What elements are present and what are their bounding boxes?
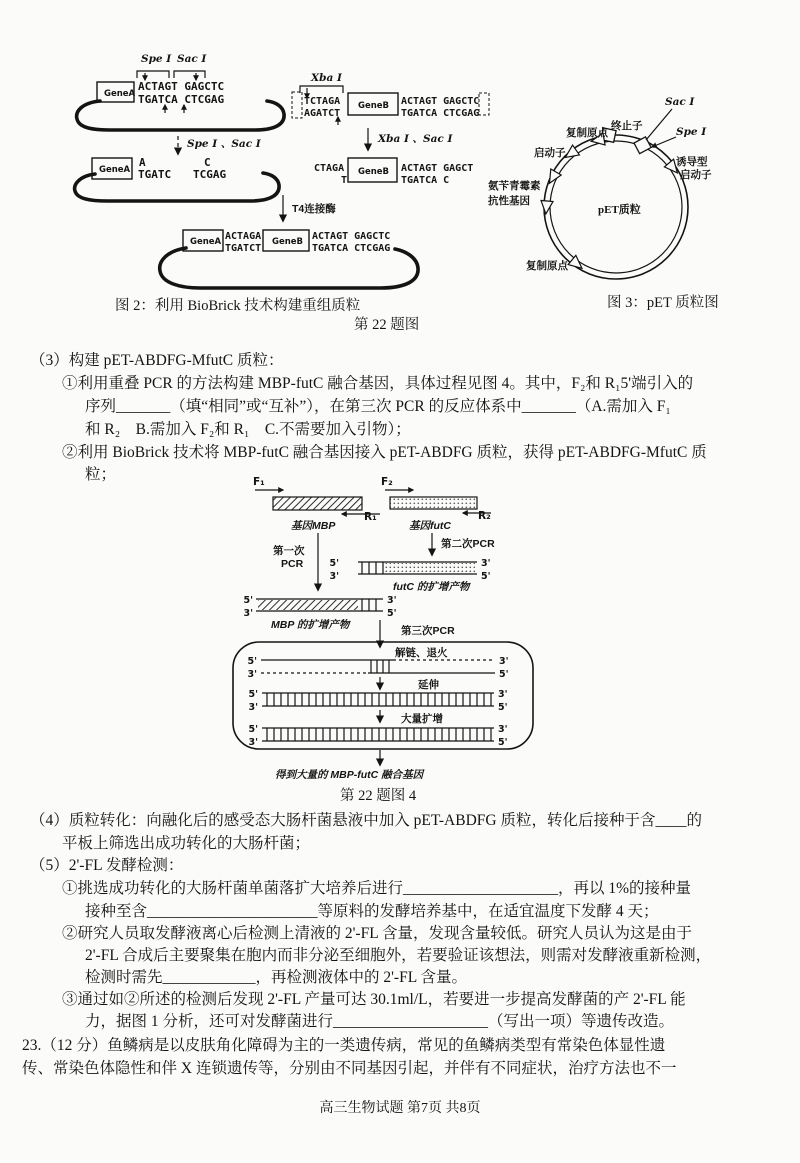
- svg-text:3': 3': [387, 595, 397, 606]
- svg-text:5': 5': [498, 737, 508, 748]
- q22-part5-line7: 力，据图 1 分析，还可对发酵菌进行____________________（写出一项）等遗传改造。: [85, 1013, 675, 1030]
- third-pcr-box: [233, 642, 533, 749]
- sac1-label: Sac I: [177, 53, 207, 65]
- figure2-biobrick-diagram: [55, 40, 495, 298]
- annealed-strands: [247, 656, 508, 680]
- q22-part4-line2: 平板上筛选出成功转化的大肠杆菌；: [62, 835, 311, 852]
- first-pcr-label-2: PCR: [281, 558, 304, 570]
- sac1-cut-bracket-icon: [174, 71, 205, 80]
- svg-text:3': 3': [498, 689, 508, 700]
- replication-origin-bottom-label: 复制原点: [526, 260, 568, 272]
- svg-text:3': 3': [499, 656, 509, 667]
- third-pcr-label: 第三次PCR: [401, 625, 455, 637]
- q23-line2: 传、常染色体隐性和伴 X 连锁遗传等，分别由不同基因引起，并伴有不同症状，治疗方法也不一: [22, 1060, 677, 1077]
- figure-group-caption: 第 22 题图: [354, 317, 420, 333]
- geneB-label: GeneB: [358, 101, 390, 111]
- q22-part5-line5: 检测时需先____________，再检测液体中的 2'-FL 含量。: [85, 969, 467, 986]
- svg-text:3': 3': [243, 608, 253, 619]
- plasmid1-seq-top: ACTAGT GAGCTC: [138, 80, 225, 93]
- q22-part5-line3: ②研究人员取发酵液离心后检测上清液的 2'-FL 含量，发现含量较低。研究人员认为这是由于: [62, 925, 692, 942]
- primer-f2-label: F₂: [381, 476, 393, 488]
- recomb-seq-bottom: TGATCA CTCGAG: [312, 243, 391, 254]
- sac1-label: Sac I: [665, 96, 695, 108]
- amplify-label: 大量扩增: [401, 713, 443, 725]
- replication-origin-top-label: 复制原点: [566, 127, 608, 139]
- denature-anneal-label: 解链、退火: [395, 647, 448, 659]
- svg-text:3': 3': [498, 724, 508, 735]
- promoter-label: 启动子: [534, 147, 566, 159]
- cut2-bottom: T: [341, 175, 348, 186]
- q22-part5-line6: ③通过如②所述的检测后发现 2'-FL 产量可达 30.1ml/L，若要进一步提高发酵菌的产 2'-FL 能: [62, 991, 686, 1008]
- svg-text:3': 3': [248, 737, 258, 748]
- geneA-label: GeneA: [190, 237, 222, 247]
- fragment-seq-top: ACTAGT GAGCTC: [401, 96, 480, 107]
- gene-futc-bar: [390, 497, 477, 509]
- inducible-promoter-label-2: 启动子: [680, 169, 712, 181]
- page-footer: 高三生物试题 第7页 共8页: [319, 1101, 481, 1116]
- q22-part4-line1: （4）质粒转化：向融化后的感受态大肠杆菌悬液中加入 pET-ABDFG 质粒，转化后接种于含____的: [30, 812, 702, 829]
- joint-seq-top: ACTAGA: [225, 231, 262, 242]
- svg-text:3': 3': [329, 571, 339, 582]
- svg-text:3': 3': [248, 702, 258, 713]
- cut-end-a: A: [139, 156, 146, 169]
- figure2-caption: 图 2：利用 BioBrick 技术构建重组质粒: [115, 298, 361, 314]
- q22-part3-line2: 序列_______（填“相同”或“互补”），在第三次 PCR 的反应体系中_______（A.需加入 F₁: [85, 398, 671, 415]
- svg-text:5': 5': [498, 702, 508, 713]
- q22-part3-line1: ①利用重叠 PCR 的方法构建 MBP-futC 融合基因，具体过程见图 4。其中，F₂和 R₁5'端引入的: [62, 375, 694, 392]
- ampicillin-resistance-label-1: 氨苄青霉素: [488, 180, 541, 192]
- gene-mbp-bar: [273, 497, 362, 510]
- spe1-leader-line: [652, 137, 676, 147]
- q22-part3-heading: （3）构建 pET-ABDFG-MfutC 质粒：: [30, 352, 284, 369]
- t4-ligase-label: T4连接酶: [292, 203, 336, 215]
- second-pcr-label: 第二次PCR: [441, 538, 495, 550]
- svg-text:5': 5': [329, 558, 339, 569]
- primer-f1-label: F₁: [253, 476, 265, 488]
- svg-text:5': 5': [248, 689, 258, 700]
- gene-mbp-label: 基因MBP: [291, 520, 336, 532]
- q23-line1: 23.（12 分）鱼鳞病是以皮肤角化障碍为主的一类遗传病，常见的鱼鳞病类型有常染色体显性遗: [22, 1037, 666, 1054]
- sac1-leader-line: [646, 109, 672, 140]
- cut-end-tcgag: TCGAG: [193, 168, 227, 181]
- geneA-label: GeneA: [104, 89, 136, 99]
- spe1-label: Spe I: [676, 126, 707, 138]
- q22-part5-line1: ①挑选成功转化的大肠杆菌单菌落扩大培养后进行____________________，再以 1%的接种量: [62, 880, 692, 897]
- xba-seq-top: TCTAGA: [304, 96, 341, 107]
- joint-seq-bottom: TGATCT: [225, 243, 262, 254]
- cut-end-tgatc: TGATC: [138, 168, 172, 181]
- amplified-duplex: [248, 724, 507, 748]
- cloning-site-box: [634, 137, 651, 154]
- q22-part5-line4: 2'-FL 合成后主要聚集在胞内而非分泌至细胞外，若要验证该想法，则需对发酵液重新检测，: [85, 947, 712, 964]
- recombinant-plasmid-loop: [160, 248, 418, 288]
- primer-r1-label: R₁: [364, 511, 377, 523]
- gene-futc-label: 基因futC: [409, 520, 451, 532]
- terminator-label: 终止子: [611, 120, 643, 132]
- digest-left-label: Spe I 、Sac I: [187, 138, 261, 150]
- geneA-label: GeneA: [99, 165, 131, 175]
- cut2-top: CTAGA: [314, 163, 345, 174]
- cut-end-c: C: [204, 156, 211, 169]
- figure4-caption: 第 22 题图 4: [340, 788, 417, 804]
- futc-product-label: futC 的扩增产物: [393, 581, 470, 593]
- svg-text:3': 3': [247, 669, 257, 680]
- q22-part3-line4: ②利用 BioBrick 技术将 MBP-futC 融合基因接入 pET-ABDFG 质粒，获得 pET-ABDFG-MfutC 质: [62, 444, 707, 461]
- figure4-overlap-pcr-diagram: [225, 470, 550, 782]
- svg-text:3': 3': [481, 558, 491, 569]
- bottom-cut-arrows-icon: [165, 105, 184, 113]
- q22-part3-line3: 和 R₂ B.需加入 F₂和 R₁ C.不需要加入引物）；: [85, 421, 411, 438]
- fragment-end-box: [292, 92, 302, 118]
- primer-r2-label: R₂: [478, 510, 491, 522]
- geneB-label: GeneB: [358, 167, 390, 177]
- q22-part5-heading: （5）2'-FL 发酵检测：: [30, 857, 184, 874]
- xba1-label: Xba I: [311, 72, 342, 84]
- futc-product-strand: [329, 558, 490, 582]
- plasmid1-seq-bottom: TGATCA CTCGAG: [138, 93, 225, 106]
- plasmid-name-label: pET质粒: [598, 204, 641, 216]
- svg-text:5': 5': [243, 595, 253, 606]
- spe1-label: Spe I: [141, 53, 172, 65]
- geneB-label: GeneB: [272, 237, 304, 247]
- svg-text:5': 5': [481, 571, 491, 582]
- spe1-cut-bracket-icon: [137, 71, 169, 80]
- figure3-caption: 图 3：pET 质粒图: [607, 295, 719, 311]
- svg-text:5': 5': [248, 724, 258, 735]
- recomb-seq-top: ACTAGT GAGCTC: [312, 231, 391, 242]
- svg-text:5': 5': [387, 608, 397, 619]
- ampicillin-resistance-label-2: 抗性基因: [488, 195, 530, 207]
- fragment-seq-bottom: TGATCA CTCGAG: [401, 108, 480, 119]
- q22-part3-line5: 粒；: [85, 466, 117, 483]
- xba-seq-bottom: AGATCT: [304, 108, 341, 119]
- mbp-product-strand: [243, 595, 396, 619]
- inducible-promoter-label-1: 诱导型: [676, 156, 708, 168]
- extend-label: 延伸: [418, 679, 439, 691]
- extended-duplex: [248, 689, 507, 713]
- svg-text:5': 5': [499, 669, 509, 680]
- mbp-product-label: MBP 的扩增产物: [271, 619, 350, 631]
- digest-mid-label: Xba I 、Sac I: [378, 133, 453, 145]
- cut2-right-top: ACTAGT GAGCT: [401, 163, 474, 174]
- svg-text:5': 5': [247, 656, 257, 667]
- figure3-pet-plasmid-diagram: [480, 85, 770, 287]
- first-pcr-label-1: 第一次: [273, 545, 305, 557]
- cut2-right-bottom: TGATCA C: [401, 175, 450, 186]
- q22-part5-line2: 接种至含______________________等原料的发酵培养基中，在适宜温度下发酵 4 天；: [85, 903, 659, 920]
- fusion-gene-result-label: 得到大量的 MBP-futC 融合基因: [275, 769, 424, 781]
